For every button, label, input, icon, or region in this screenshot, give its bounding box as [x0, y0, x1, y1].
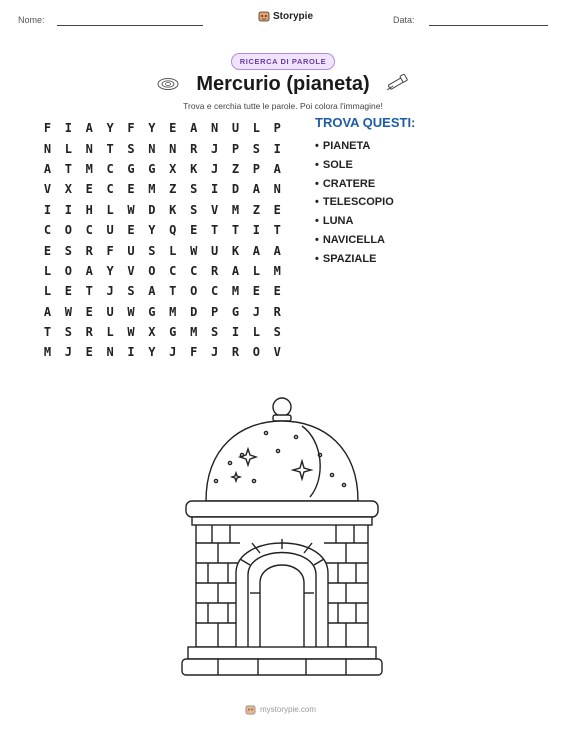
footer-url[interactable]: mystorypie.com — [260, 705, 317, 714]
grid-letter[interactable]: T — [273, 223, 281, 238]
grid-letter[interactable]: E — [252, 284, 260, 299]
grid-letter[interactable]: D — [190, 304, 198, 319]
date-label: Data: — [393, 15, 415, 25]
grid-letter[interactable]: N — [106, 345, 114, 360]
grid-letter[interactable]: T — [64, 161, 72, 176]
grid-letter[interactable]: A — [85, 263, 93, 278]
grid-letter[interactable]: C — [210, 284, 219, 299]
name-field[interactable] — [57, 25, 203, 26]
grid-letter[interactable]: S — [252, 141, 260, 156]
grid-letter[interactable]: O — [64, 263, 72, 278]
grid-letter[interactable]: E — [273, 284, 281, 299]
grid-letter[interactable]: Q — [169, 223, 177, 238]
brand-name: Storypie — [273, 10, 314, 22]
grid-letter[interactable]: V — [210, 202, 219, 217]
word-list-item: • TELESCOPIO — [315, 193, 394, 212]
grid-letter[interactable]: R — [210, 263, 219, 278]
grid-letter[interactable]: R — [273, 304, 281, 319]
grid-letter[interactable]: L — [43, 263, 52, 278]
category-badge: RICERCA DI PAROLE — [231, 53, 335, 70]
grid-letter[interactable]: F — [43, 121, 52, 136]
grid-letter[interactable]: S — [190, 202, 198, 217]
grid-letter[interactable]: E — [127, 223, 135, 238]
grid-letter[interactable]: F — [190, 345, 198, 360]
grid-letter[interactable]: Z — [231, 161, 240, 176]
grid-letter[interactable]: R — [190, 141, 198, 156]
grid-letter[interactable]: W — [127, 202, 135, 217]
grid-letter[interactable]: L — [169, 243, 177, 258]
grid-letter[interactable]: I — [252, 223, 260, 238]
grid-letter[interactable]: J — [169, 345, 177, 360]
word-list — [315, 137, 394, 269]
grid-letter[interactable]: L — [106, 202, 114, 217]
word-search-grid — [37, 118, 288, 363]
grid-row — [37, 179, 288, 199]
grid-letter[interactable]: N — [169, 141, 177, 156]
grid-letter[interactable]: J — [64, 345, 72, 360]
grid-letter[interactable]: G — [169, 325, 177, 340]
grid-letter[interactable]: O — [252, 345, 260, 360]
grid-letter[interactable]: K — [190, 161, 198, 176]
grid-letter[interactable]: I — [43, 202, 52, 217]
name-label: Nome: — [18, 15, 45, 25]
grid-letter[interactable]: A — [252, 182, 260, 197]
grid-letter[interactable]: P — [252, 161, 260, 176]
grid-letter[interactable]: C — [85, 223, 93, 238]
grid-letter[interactable]: M — [148, 182, 156, 197]
grid-letter[interactable]: M — [85, 161, 93, 176]
grid-row — [37, 159, 288, 179]
grid-letter[interactable]: G — [148, 304, 156, 319]
grid-letter[interactable]: J — [210, 141, 219, 156]
date-field[interactable] — [429, 25, 548, 26]
grid-letter[interactable]: D — [231, 182, 240, 197]
grid-letter[interactable]: J — [106, 284, 114, 299]
grid-letter[interactable]: S — [64, 325, 72, 340]
grid-letter[interactable]: S — [190, 182, 198, 197]
grid-row — [37, 261, 288, 281]
grid-letter[interactable]: Y — [148, 223, 156, 238]
word-list-title: TROVA QUESTI: — [315, 115, 416, 130]
grid-letter[interactable]: L — [252, 325, 260, 340]
grid-letter[interactable]: Y — [106, 121, 114, 136]
grid-letter[interactable]: C — [43, 223, 52, 238]
grid-letter[interactable]: V — [127, 263, 135, 278]
grid-letter[interactable]: A — [273, 161, 281, 176]
grid-letter[interactable]: P — [210, 304, 219, 319]
grid-letter[interactable]: C — [169, 263, 177, 278]
grid-letter[interactable]: E — [85, 182, 93, 197]
word-list-item: • SPAZIALE — [315, 250, 394, 269]
grid-row — [37, 322, 288, 342]
grid-letter[interactable]: O — [148, 263, 156, 278]
grid-letter[interactable]: O — [190, 284, 198, 299]
grid-letter[interactable]: C — [106, 161, 114, 176]
grid-letter[interactable]: G — [231, 304, 240, 319]
grid-letter[interactable]: A — [252, 243, 260, 258]
grid-letter[interactable]: A — [43, 304, 52, 319]
grid-letter[interactable]: N — [148, 141, 156, 156]
grid-letter[interactable]: T — [231, 223, 240, 238]
grid-letter[interactable]: M — [190, 325, 198, 340]
grid-letter[interactable]: E — [43, 243, 52, 258]
grid-letter[interactable]: Y — [106, 263, 114, 278]
grid-letter[interactable]: A — [148, 284, 156, 299]
grid-letter[interactable]: M — [231, 284, 240, 299]
page-title: Mercurio (pianeta) — [196, 73, 370, 95]
storypie-mascot-icon — [245, 704, 256, 715]
grid-row — [37, 220, 288, 240]
grid-letter[interactable]: I — [273, 141, 281, 156]
grid-letter[interactable]: M — [169, 304, 177, 319]
telescope-icon — [385, 73, 409, 93]
grid-letter[interactable]: T — [43, 325, 52, 340]
grid-letter[interactable]: Z — [169, 182, 177, 197]
grid-letter[interactable]: Y — [148, 121, 156, 136]
grid-letter[interactable]: U — [127, 243, 135, 258]
grid-letter[interactable]: K — [231, 243, 240, 258]
grid-letter[interactable]: Y — [148, 345, 156, 360]
grid-letter[interactable]: O — [64, 223, 72, 238]
grid-letter[interactable]: L — [252, 121, 260, 136]
word-list-item: • CRATERE — [315, 175, 394, 194]
grid-row — [37, 240, 288, 260]
grid-letter[interactable]: J — [252, 304, 260, 319]
grid-letter[interactable]: F — [106, 243, 114, 258]
grid-letter[interactable]: E — [85, 345, 93, 360]
grid-letter[interactable]: M — [231, 202, 240, 217]
grid-row — [37, 342, 288, 362]
grid-letter[interactable]: S — [127, 284, 135, 299]
grid-letter[interactable]: I — [64, 202, 72, 217]
grid-row — [37, 138, 288, 158]
grid-letter[interactable]: E — [169, 121, 177, 136]
grid-letter[interactable]: C — [106, 182, 114, 197]
grid-letter[interactable]: S — [64, 243, 72, 258]
grid-letter[interactable]: U — [210, 243, 219, 258]
grid-letter[interactable]: D — [148, 202, 156, 217]
grid-letter[interactable]: S — [127, 141, 135, 156]
grid-letter[interactable]: G — [127, 161, 135, 176]
grid-letter[interactable]: E — [127, 182, 135, 197]
grid-letter[interactable]: E — [64, 284, 72, 299]
grid-letter[interactable]: E — [273, 202, 281, 217]
grid-letter[interactable]: T — [210, 223, 219, 238]
grid-letter[interactable]: R — [85, 243, 93, 258]
grid-row — [37, 281, 288, 301]
grid-letter[interactable]: U — [231, 121, 240, 136]
grid-row — [37, 302, 288, 322]
grid-letter[interactable]: S — [148, 243, 156, 258]
grid-letter[interactable]: A — [231, 263, 240, 278]
grid-row — [37, 200, 288, 220]
grid-letter[interactable]: V — [273, 345, 281, 360]
grid-letter[interactable]: W — [127, 325, 135, 340]
grid-letter[interactable]: R — [231, 345, 240, 360]
grid-letter[interactable]: F — [127, 121, 135, 136]
grid-letter[interactable]: T — [169, 284, 177, 299]
grid-letter[interactable]: J — [210, 161, 219, 176]
grid-letter[interactable]: S — [273, 325, 281, 340]
brand-logo — [258, 10, 313, 22]
grid-letter[interactable]: U — [106, 223, 114, 238]
grid-letter[interactable]: I — [64, 121, 72, 136]
grid-letter[interactable]: N — [85, 141, 93, 156]
grid-letter[interactable]: J — [210, 345, 219, 360]
grid-letter[interactable]: N — [210, 121, 219, 136]
grid-letter[interactable]: L — [106, 325, 114, 340]
grid-letter[interactable]: L — [43, 284, 52, 299]
word-list-item: • NAVICELLA — [315, 231, 394, 250]
grid-letter[interactable]: W — [127, 304, 135, 319]
grid-letter[interactable]: M — [273, 263, 281, 278]
grid-letter[interactable]: N — [43, 141, 52, 156]
grid-letter[interactable]: K — [169, 202, 177, 217]
grid-letter[interactable]: G — [148, 161, 156, 176]
grid-letter[interactable]: V — [43, 182, 52, 197]
storypie-mascot-icon — [258, 10, 270, 22]
grid-row — [37, 118, 288, 138]
grid-letter[interactable]: A — [85, 121, 93, 136]
word-list-item: • PIANETA — [315, 137, 394, 156]
grid-letter[interactable]: X — [64, 182, 72, 197]
grid-letter[interactable]: A — [190, 121, 198, 136]
grid-letter[interactable]: X — [148, 325, 156, 340]
grid-letter[interactable]: E — [190, 223, 198, 238]
grid-letter[interactable]: X — [169, 161, 177, 176]
instructions: Trova e cerchia tutte le parole. Poi colora l'immagine! — [183, 101, 383, 111]
grid-letter[interactable]: M — [43, 345, 52, 360]
grid-letter[interactable]: I — [231, 325, 240, 340]
grid-letter[interactable]: W — [190, 243, 198, 258]
grid-letter[interactable]: I — [127, 345, 135, 360]
grid-letter[interactable]: T — [85, 284, 93, 299]
word-list-item: • LUNA — [315, 212, 394, 231]
grid-letter[interactable]: H — [85, 202, 93, 217]
grid-letter[interactable]: T — [106, 141, 114, 156]
grid-letter[interactable]: S — [210, 325, 219, 340]
grid-letter[interactable]: N — [273, 182, 281, 197]
word-list-item: • SOLE — [315, 156, 394, 175]
footer — [245, 704, 316, 715]
observatory-coloring-illustration — [178, 393, 388, 683]
grid-letter[interactable]: A — [273, 243, 281, 258]
grid-letter[interactable]: C — [190, 263, 198, 278]
grid-letter[interactable]: L — [252, 263, 260, 278]
grid-letter[interactable]: U — [106, 304, 114, 319]
grid-letter[interactable]: I — [210, 182, 219, 197]
grid-letter[interactable]: R — [85, 325, 93, 340]
grid-letter[interactable]: W — [64, 304, 72, 319]
grid-letter[interactable]: E — [85, 304, 93, 319]
grid-letter[interactable]: P — [273, 121, 281, 136]
grid-letter[interactable]: P — [231, 141, 240, 156]
grid-letter[interactable]: Z — [252, 202, 260, 217]
grid-letter[interactable]: A — [43, 161, 52, 176]
grid-letter[interactable]: L — [64, 141, 72, 156]
